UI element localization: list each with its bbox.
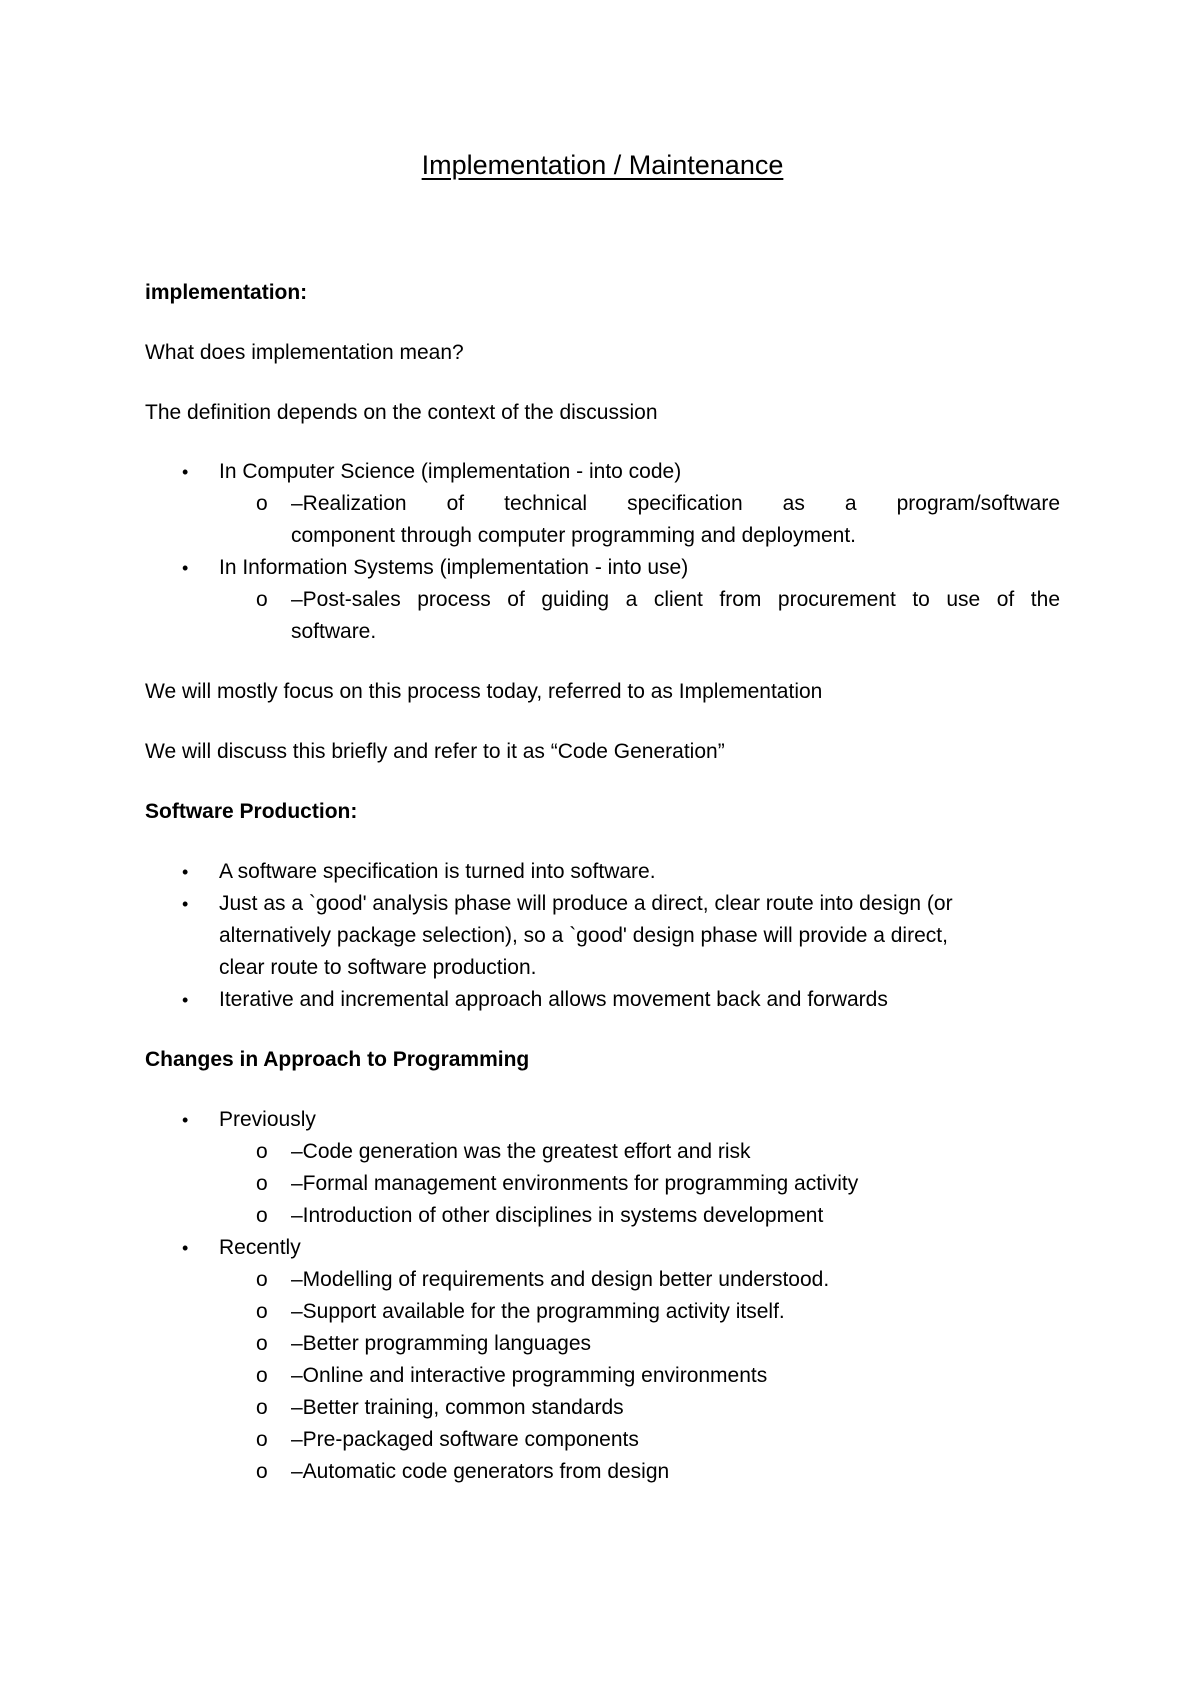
bullet-icon: •	[182, 1238, 189, 1258]
sub-item-recently: –Better training, common standards	[291, 1396, 624, 1419]
list-item-computer-science: In Computer Science (implementation - into code)	[219, 460, 682, 483]
section-heading-changes: Changes in Approach to Programming	[145, 1048, 530, 1071]
sub-bullet-icon: o	[256, 1172, 268, 1195]
bullet-icon: •	[182, 1110, 189, 1130]
sub-item-cs-line2: component through computer programming and deployment.	[291, 524, 856, 547]
sub-bullet-icon: o	[256, 1268, 268, 1291]
sub-bullet-icon: o	[256, 1364, 268, 1387]
sub-bullet-icon: o	[256, 1428, 268, 1451]
sub-bullet-icon: o	[256, 1300, 268, 1323]
sub-bullet-icon: o	[256, 588, 268, 611]
sub-item-previously: –Code generation was the greatest effort and risk	[291, 1140, 751, 1163]
sub-item-is-line1: –Post-sales process of guiding a client from procurement to use of the	[291, 588, 1060, 611]
sub-item-previously: –Introduction of other disciplines in systems development	[291, 1204, 824, 1227]
page-title: Implementation / Maintenance	[421, 150, 784, 180]
section-heading-implementation: implementation:	[145, 281, 308, 304]
sub-bullet-icon: o	[256, 1396, 268, 1419]
sub-item-recently: –Automatic code generators from design	[291, 1460, 670, 1483]
sub-item-previously: –Formal management environments for programming activity	[291, 1172, 859, 1195]
list-item-iterative: Iterative and incremental approach allows movement back and forwards	[219, 988, 888, 1011]
sub-bullet-icon: o	[256, 492, 268, 515]
sub-bullet-icon: o	[256, 1332, 268, 1355]
sub-bullet-icon: o	[256, 1140, 268, 1163]
paragraph-note-code-generation: We will discuss this briefly and refer to it as “Code Generation”	[145, 740, 725, 763]
sub-item-recently: –Modelling of requirements and design better understood.	[291, 1268, 830, 1291]
list-item-recently: Recently	[219, 1236, 301, 1259]
bullet-icon: •	[182, 862, 189, 882]
document-page	[145, 0, 1060, 1698]
sub-item-recently: –Online and interactive programming environments	[291, 1364, 768, 1387]
bullet-icon: •	[182, 990, 189, 1010]
sub-item-is-line2: software.	[291, 620, 377, 643]
paragraph-question: What does implementation mean?	[145, 341, 464, 364]
list-item-previously: Previously	[219, 1108, 316, 1131]
bullet-icon: •	[182, 462, 189, 482]
sub-item-cs-line1: –Realization of technical specification as a program/software	[291, 492, 1060, 515]
sub-item-recently: –Pre-packaged software components	[291, 1428, 639, 1451]
section-heading-software-production: Software Production:	[145, 800, 358, 823]
paragraph-note-implementation: We will mostly focus on this process today, referred to as Implementation	[145, 680, 823, 703]
list-item-good-analysis-line3: clear route to software production.	[219, 956, 537, 979]
list-item-information-systems: In Information Systems (implementation - into use)	[219, 556, 689, 579]
paragraph-intro: The definition depends on the context of the discussion	[145, 401, 658, 424]
bullet-icon: •	[182, 894, 189, 914]
sub-item-recently: –Better programming languages	[291, 1332, 592, 1355]
list-item-good-analysis-line1: Just as a `good' analysis phase will produce a direct, clear route into design (or	[219, 892, 953, 915]
sub-item-recently: –Support available for the programming activity itself.	[291, 1300, 785, 1323]
list-item-good-analysis-line2: alternatively package selection), so a `good' design phase will provide a direct,	[219, 924, 948, 947]
sub-bullet-icon: o	[256, 1460, 268, 1483]
sub-bullet-icon: o	[256, 1204, 268, 1227]
bullet-icon: •	[182, 558, 189, 578]
list-item-specification: A software specification is turned into software.	[219, 860, 656, 883]
